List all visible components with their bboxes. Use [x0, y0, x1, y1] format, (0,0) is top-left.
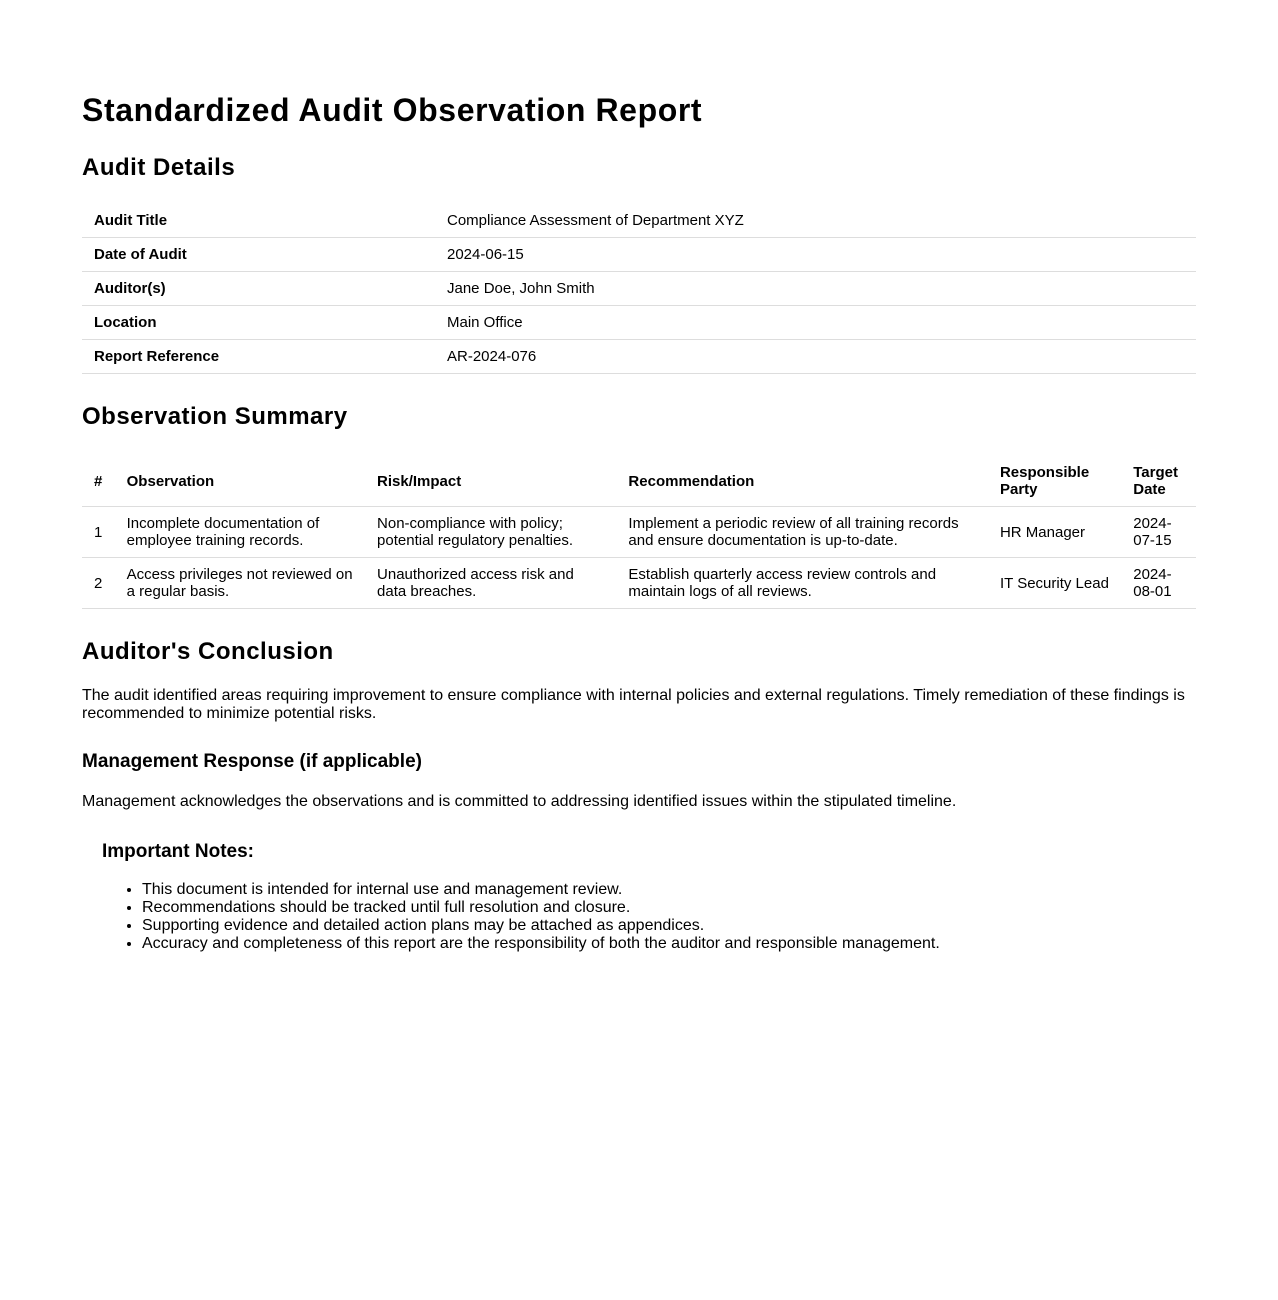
management-response-text: Management acknowledges the observations and is committed to addressing identified issues within the stipulated timeline. [82, 793, 957, 810]
cell-risk: Non-compliance with policy; potential regulatory penalties. [365, 507, 616, 558]
details-value: 2024-06-15 [435, 238, 1196, 272]
column-header-observation: Observation [115, 456, 365, 507]
details-label: Report Reference [82, 340, 435, 374]
cell-responsible-party: IT Security Lead [988, 558, 1121, 609]
list-item: • This document is intended for internal use and management review. [142, 881, 1196, 899]
page-title: Standardized Audit Observation Report [82, 92, 703, 128]
management-response-heading: Management Response (if applicable) [82, 751, 422, 772]
details-label: Date of Audit [82, 238, 435, 272]
column-header-number: # [82, 456, 115, 507]
important-notes-list [102, 881, 1196, 953]
cell-number: 2 [82, 558, 115, 609]
details-label: Location [82, 306, 435, 340]
column-header-risk: Risk/Impact [365, 456, 616, 507]
cell-recommendation: Establish quarterly access review controls and maintain logs of all reviews. [616, 558, 988, 609]
audit-details-table [82, 204, 1196, 374]
column-header-target-date: Target Date [1121, 456, 1196, 507]
details-row-date [82, 238, 1196, 272]
details-row-audit-title [82, 204, 1196, 238]
audit-details-section [82, 153, 1196, 374]
cell-observation: Incomplete documentation of employee training records. [115, 507, 365, 558]
observation-summary-section [82, 402, 1196, 609]
details-row-auditors [82, 272, 1196, 306]
observation-summary-heading: Observation Summary [82, 403, 348, 430]
observation-table-header [82, 456, 1196, 507]
cell-target-date: 2024-08-01 [1121, 558, 1196, 609]
table-row [82, 558, 1196, 609]
details-value: AR-2024-076 [435, 340, 1196, 374]
details-value: Compliance Assessment of Department XYZ [435, 204, 1196, 238]
report-page [82, 0, 1196, 953]
important-notes-section [82, 841, 1196, 953]
cell-number: 1 [82, 507, 115, 558]
cell-observation: Access privileges not reviewed on a regular basis. [115, 558, 365, 609]
conclusion-section [82, 637, 1196, 811]
details-row-reference [82, 340, 1196, 374]
column-header-responsible-party: Responsible Party [988, 456, 1121, 507]
conclusion-heading: Auditor's Conclusion [82, 638, 334, 665]
details-value: Main Office [435, 306, 1196, 340]
observation-table [82, 456, 1196, 609]
list-item: • Accuracy and completeness of this report are the responsibility of both the auditor and responsible management. [142, 935, 1196, 953]
cell-responsible-party: HR Manager [988, 507, 1121, 558]
cell-recommendation: Implement a periodic review of all training records and ensure documentation is up-to-date. [616, 507, 988, 558]
cell-risk: Unauthorized access risk and data breaches. [365, 558, 616, 609]
conclusion-text: The audit identified areas requiring improvement to ensure compliance with internal policies and external regulations. Timely remediation of these findings is recommended to minimize potential risks. [82, 687, 1185, 722]
list-item: • Supporting evidence and detailed action plans may be attached as appendices. [142, 917, 1196, 935]
column-header-recommendation: Recommendation [616, 456, 988, 507]
important-notes-heading: Important Notes: [102, 841, 254, 862]
table-row [82, 507, 1196, 558]
list-item: • Recommendations should be tracked until full resolution and closure. [142, 899, 1196, 917]
details-label: Audit Title [82, 204, 435, 238]
details-row-location [82, 306, 1196, 340]
details-value: Jane Doe, John Smith [435, 272, 1196, 306]
details-label: Auditor(s) [82, 272, 435, 306]
audit-details-heading: Audit Details [82, 154, 236, 181]
cell-target-date: 2024-07-15 [1121, 507, 1196, 558]
